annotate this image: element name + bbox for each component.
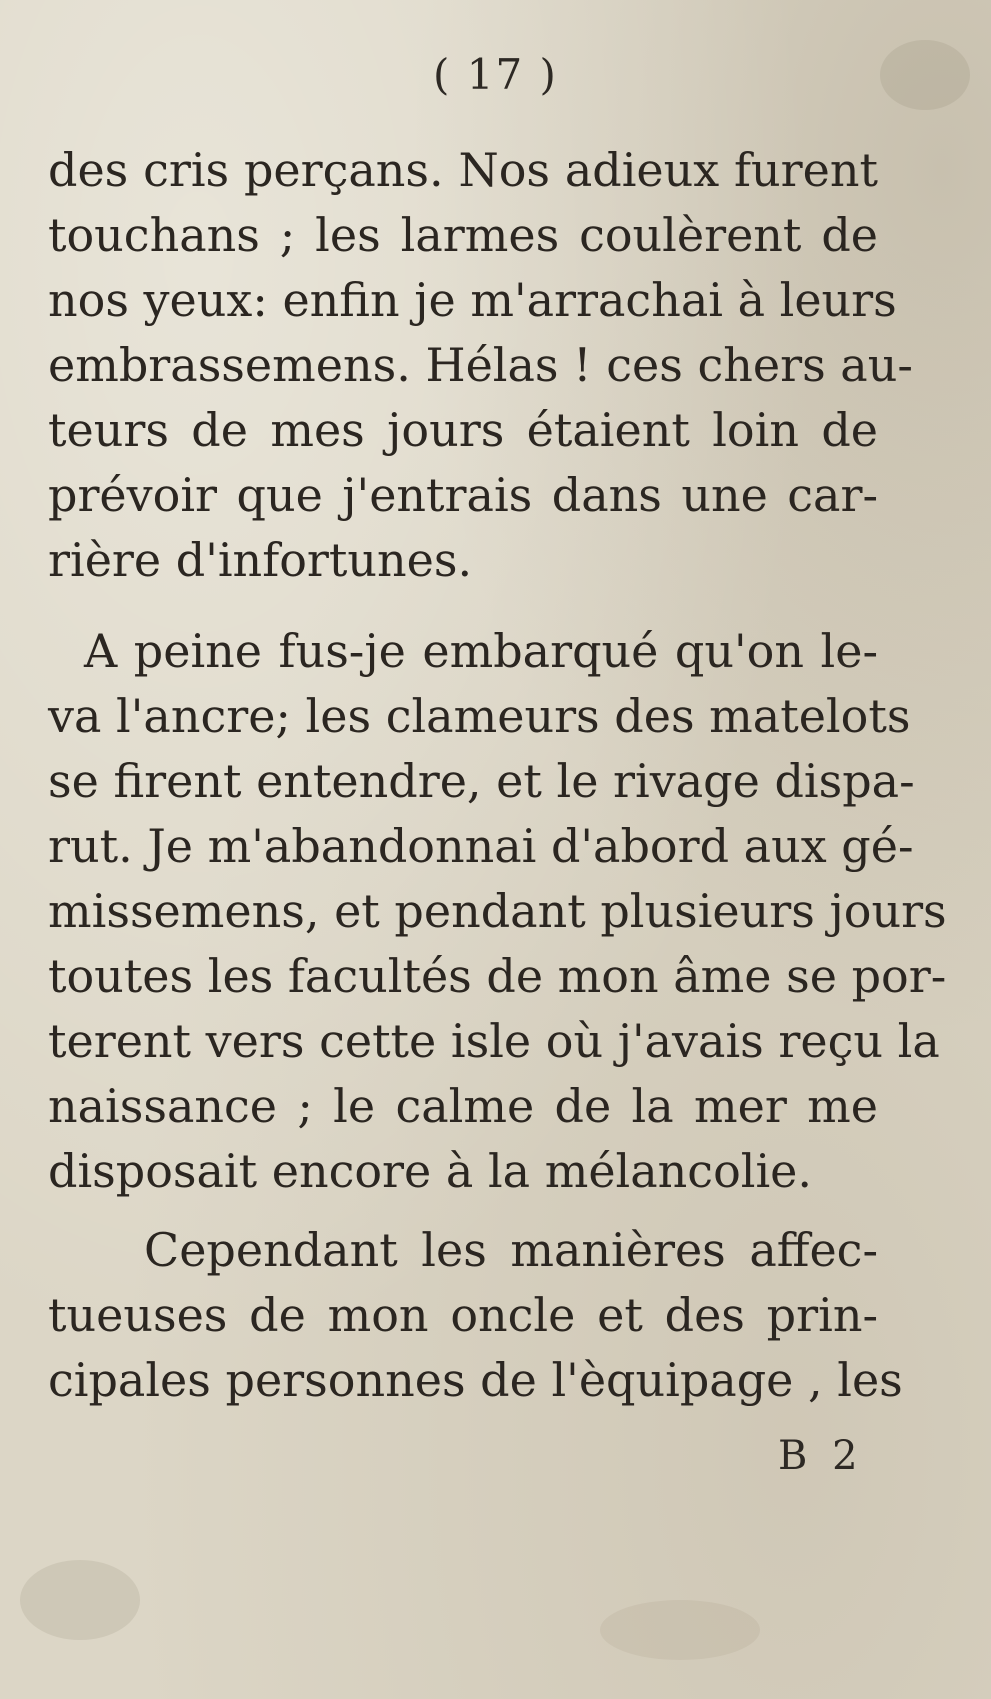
text-line: disposait encore à la mélancolie. [48, 1144, 813, 1198]
text-line: cipales personnes de l'èquipage , les [48, 1353, 903, 1407]
paper-stain [600, 1600, 760, 1660]
paragraph-spacer [48, 1204, 878, 1218]
text-line: se firent entendre, et le rivage dispa- [48, 754, 915, 808]
text-line: va l'ancre; les clameurs des matelots [48, 689, 911, 743]
text-line: tueuses de mon oncle et des prin- [48, 1288, 878, 1342]
text-line: embrassemens. Hélas ! ces chers au- [48, 338, 913, 392]
text-line: nos yeux: enfin je m'arrachai à leurs [48, 273, 897, 327]
page-number: ( 17 ) [433, 50, 558, 99]
text-line: toutes les facultés de mon âme se por- [48, 949, 947, 1003]
text-line: A peine fus-je embarqué qu'on le- [84, 624, 878, 678]
paragraph-spacer [48, 593, 878, 619]
text-line: des cris perçans. Nos adieux furent [48, 143, 878, 197]
text-line: Cependant les manières affec- [144, 1223, 878, 1277]
text-line: missemens, et pendant plusieurs jours [48, 884, 947, 938]
text-line: terent vers cette isle où j'avais reçu la [48, 1014, 940, 1068]
body-text [48, 138, 947, 1413]
paragraph-2 [48, 619, 947, 1204]
text-line: rière d'infortunes. [48, 533, 473, 587]
paragraph-3 [48, 1218, 903, 1413]
text-line: touchans ; les larmes coulèrent de [48, 208, 878, 262]
text-line: rut. Je m'abandonnai d'abord aux gé- [48, 819, 914, 873]
paragraph-1 [48, 138, 913, 593]
text-line: teurs de mes jours étaient loin de [48, 403, 878, 457]
text-line: naissance ; le calme de la mer me [48, 1079, 878, 1133]
text-line: prévoir que j'entrais dans une car- [48, 468, 878, 522]
paper-stain [20, 1560, 140, 1640]
signature-mark: B 2 [778, 1433, 864, 1479]
